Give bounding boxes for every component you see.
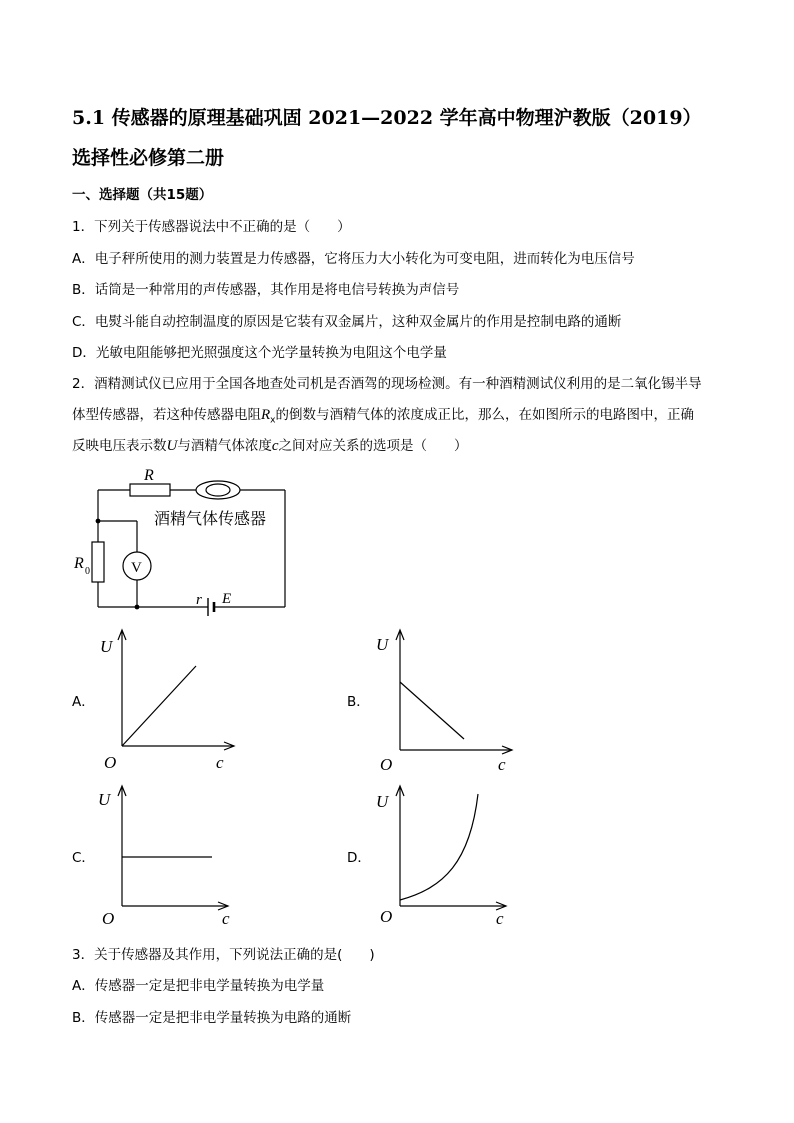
resistor-r	[130, 484, 170, 496]
section-heading: 一、选择题（共15题）	[72, 187, 213, 203]
circuit-diagram	[60, 460, 300, 620]
q1-option-a: A．电子秤所使用的测力装置是力传感器，它将压力大小转化为可变电阻，进而转化为电压信号	[72, 251, 635, 267]
q2-option-b-label: B．	[347, 694, 370, 710]
graph-a-y-label: U	[100, 637, 113, 656]
q2-stem-line3: 反映电压表示数U与酒精气体浓度c之间对应关系的选项是（ ）	[72, 438, 468, 454]
q3-stem: 3．关于传感器及其作用，下列说法正确的是( )	[72, 947, 375, 963]
graph-b	[374, 626, 514, 772]
q2-option-c-label: C．	[72, 850, 95, 866]
graph-d-origin: O	[380, 907, 393, 926]
graph-d-curve	[400, 794, 478, 900]
q1-option-d: D．光敏电阻能够把光照强度这个光学量转换为电阻这个电学量	[72, 345, 447, 361]
q3-option-a: A．传感器一定是把非电学量转换为电学量	[72, 978, 325, 994]
graph-b-origin: O	[380, 755, 393, 772]
q1-stem: 1．下列关于传感器说法中不正确的是（ ）	[72, 219, 351, 235]
graph-d	[374, 782, 514, 928]
graph-a-origin: O	[104, 753, 117, 772]
label-r0-sub: 0	[85, 566, 90, 577]
graph-c-origin: O	[102, 909, 115, 928]
label-sensor: 酒精气体传感器	[154, 509, 267, 528]
graph-d-y-label: U	[376, 792, 389, 811]
label-v: V	[131, 560, 142, 576]
page-title-continued: 选择性必修第二册	[72, 147, 225, 169]
label-small-r: r	[196, 592, 202, 608]
q1-option-b: B．话筒是一种常用的声传感器，其作用是将电信号转换为声信号	[72, 282, 460, 298]
q2-stem-line1: 2．酒精测试仪已应用于全国各地查处司机是否酒驾的现场检测。有一种酒精测试仪利用的是二氧化锡半导	[72, 376, 702, 392]
graph-a-x-label: c	[216, 753, 224, 772]
graph-d-x-label: c	[496, 909, 504, 928]
label-r: R	[144, 467, 154, 484]
label-r0: R	[74, 555, 84, 572]
q2-option-d-label: D．	[347, 850, 371, 866]
graph-b-x-label: c	[498, 755, 506, 772]
q1-option-c: C．电熨斗能自动控制温度的原因是它装有双金属片，这种双金属片的作用是控制电路的通断	[72, 314, 622, 330]
graph-c-y-label: U	[98, 790, 111, 809]
q2-option-a-label: A．	[72, 694, 95, 710]
page-title: 5.1 传感器的原理基础巩固 2021—2022 学年高中物理沪教版（2019）	[72, 107, 702, 129]
graph-c-x-label: c	[222, 909, 230, 928]
graph-a-curve	[122, 666, 196, 746]
label-e: E	[222, 591, 232, 607]
graph-b-curve	[400, 682, 464, 739]
graph-c	[96, 782, 236, 928]
q2-stem-line2: 体型传感器，若这种传感器电阻$R_x$的倒数与酒精气体的浓度成正比，那么，在如图所示的电路图中，正确	[72, 407, 694, 426]
resistor-r0	[92, 542, 104, 582]
graph-b-y-label: U	[376, 635, 389, 654]
q3-option-b: B．传感器一定是把非电学量转换为电路的通断	[72, 1010, 352, 1026]
graph-a	[96, 626, 236, 772]
